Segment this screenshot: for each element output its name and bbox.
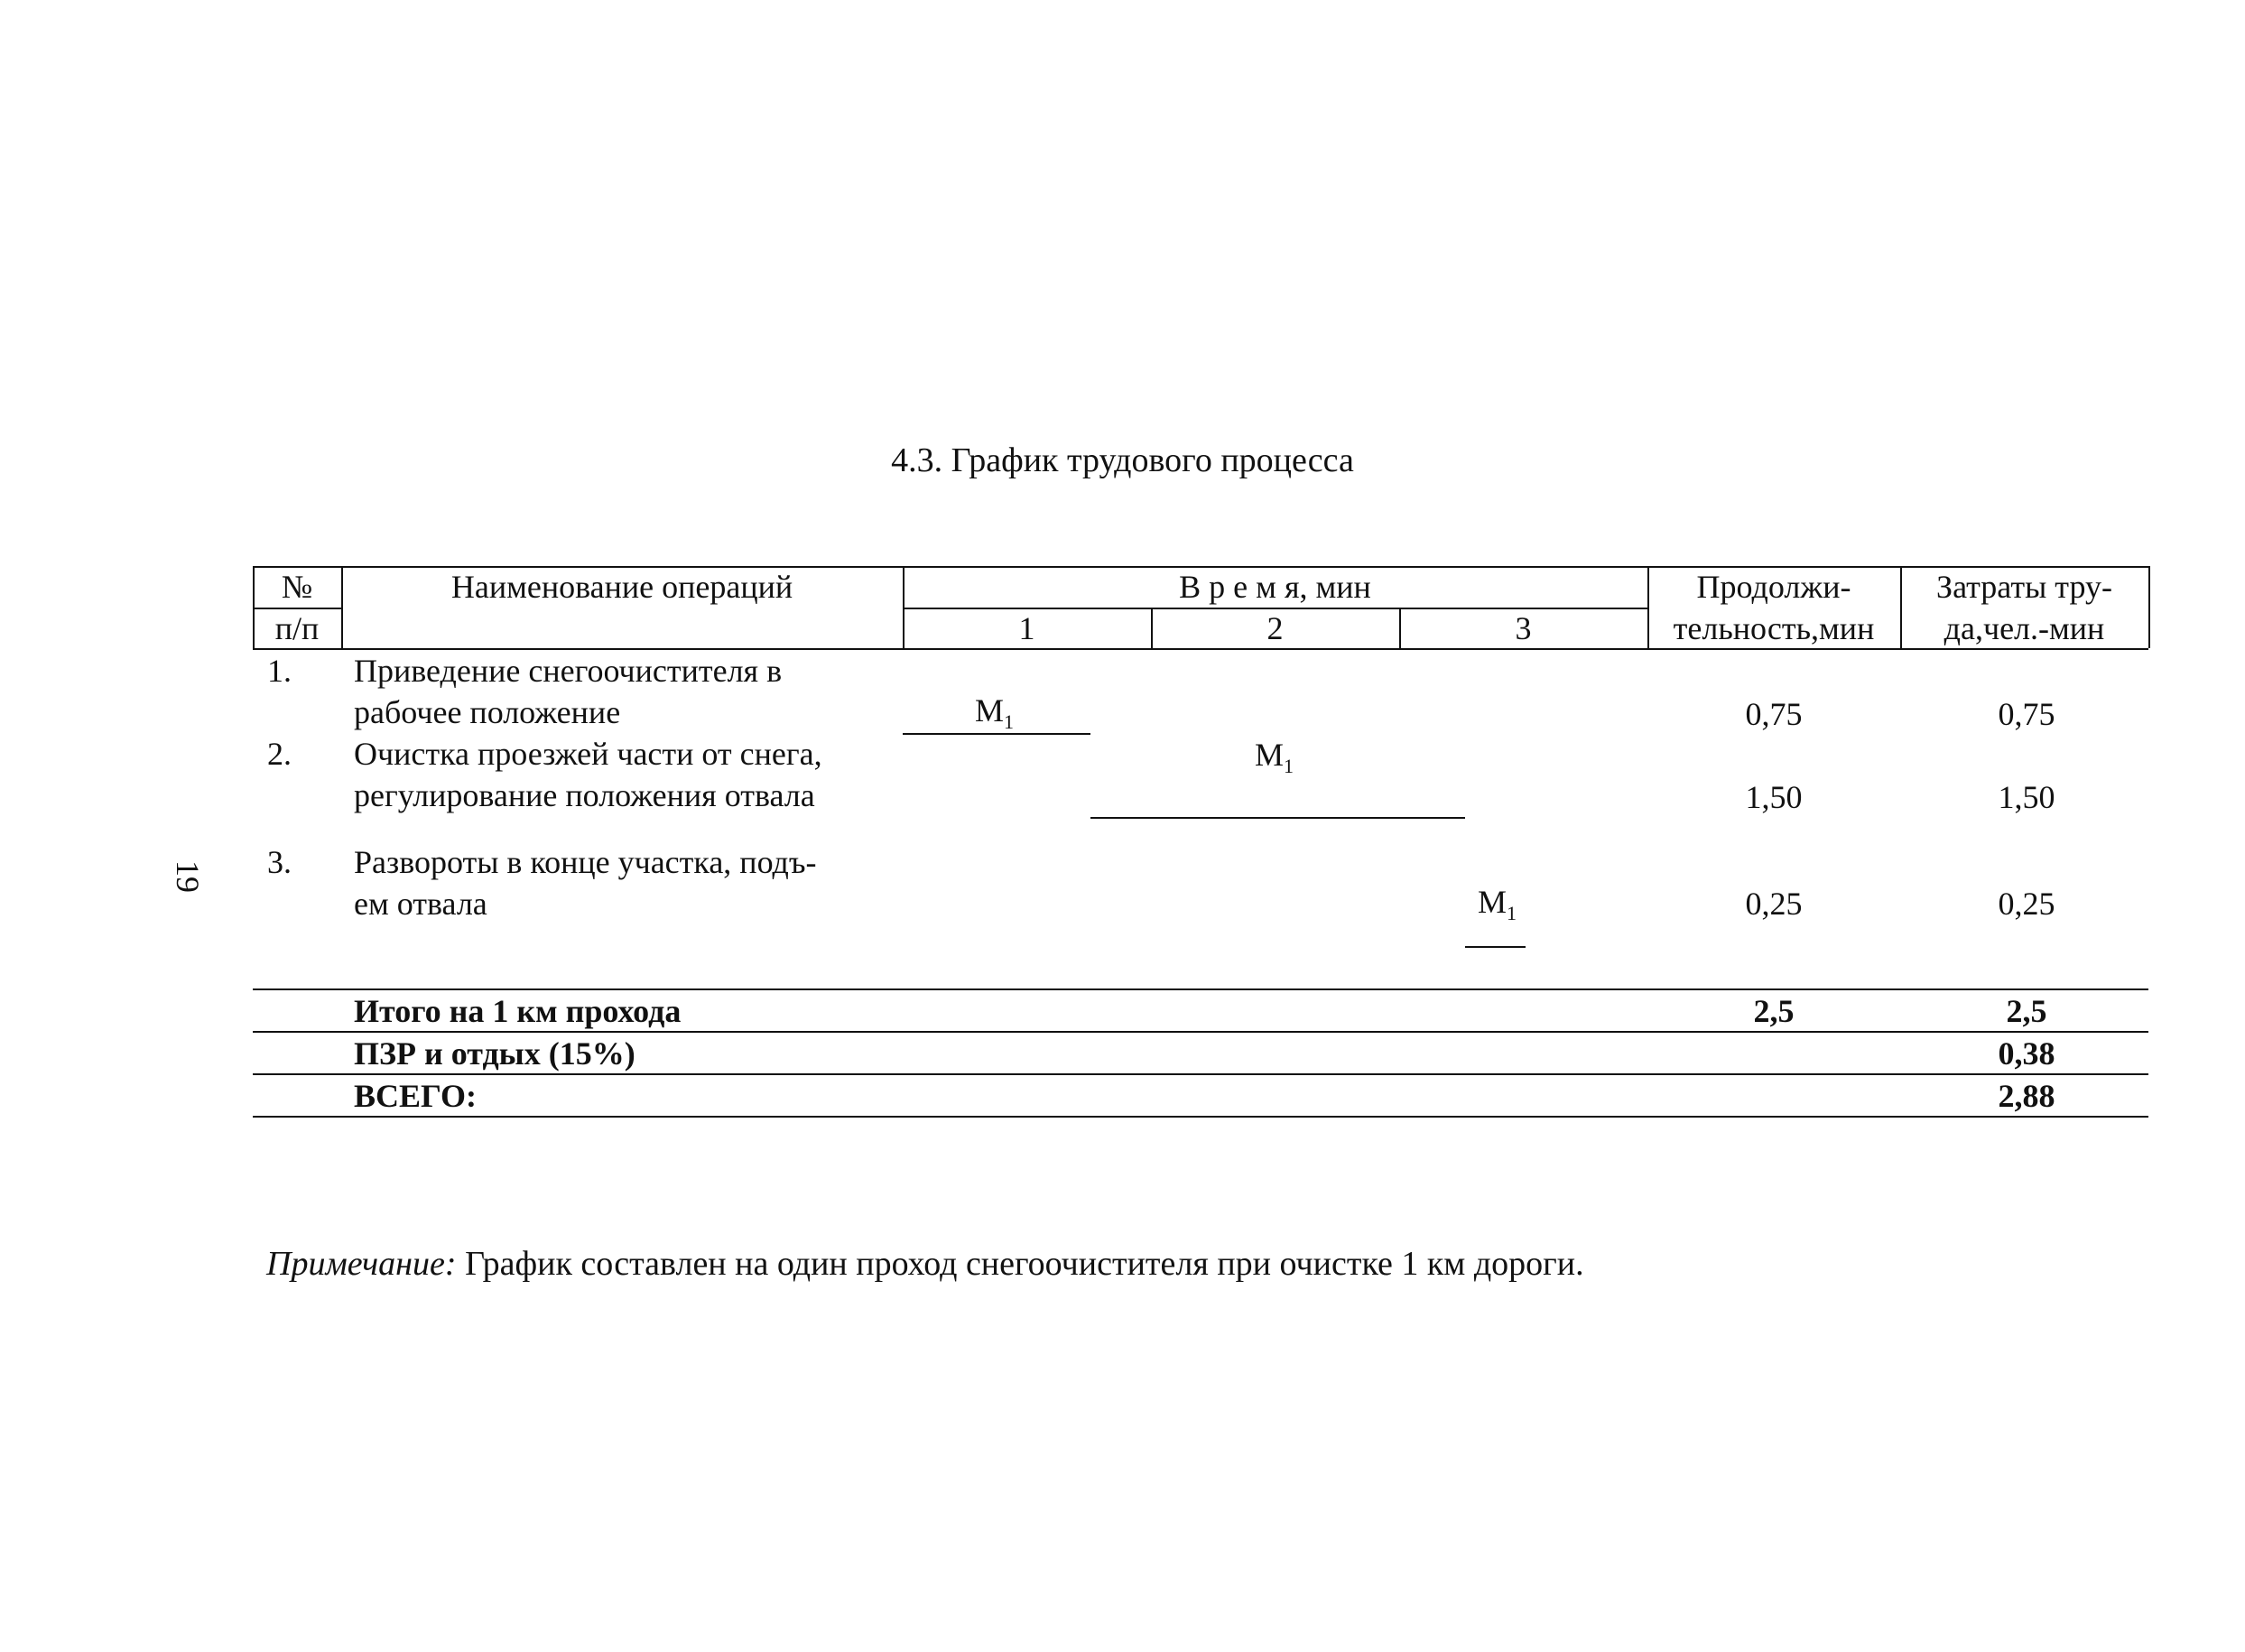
gantt-bar [903, 733, 1090, 735]
duration-value: 0,75 [1745, 696, 1803, 732]
header-labor-1: Затраты тру- [1936, 569, 2112, 605]
total-label: Итого на 1 км прохода [354, 993, 682, 1029]
time-subheader-border [903, 608, 1647, 609]
gantt-bar [1090, 817, 1465, 819]
row-name-line1: Очистка проезжей части от снега, [354, 736, 822, 772]
total-labor: 2,5 [2006, 993, 2047, 1029]
page-title: 4.3. График трудового процесса [891, 441, 1354, 479]
labor-value: 0,75 [1998, 696, 2055, 732]
footnote-text: График составлен на один проход снегоочистителя при очистке 1 км дороги. [456, 1245, 1584, 1283]
row-name-line2: регулирование положения отвала [354, 777, 815, 813]
footnote [266, 1244, 1584, 1284]
header-name: Наименование операций [450, 569, 793, 605]
row-number: 2. [267, 736, 292, 772]
header-duration-1: Продолжи- [1696, 569, 1851, 605]
labor-value: 1,50 [1998, 779, 2055, 815]
duration-value: 0,25 [1745, 886, 1803, 922]
header-time-col-2: 2 [1266, 610, 1284, 646]
worker-mark: $М_1$ [975, 692, 1015, 734]
header-time-col-3: 3 [1515, 610, 1532, 646]
gantt-bar [1465, 946, 1526, 948]
row-name-line2: рабочее положение [354, 694, 621, 730]
duration-value: 1,50 [1745, 779, 1803, 815]
header-time: В р е м я, мин [1179, 569, 1371, 605]
header-time-col-1: 1 [1018, 610, 1035, 646]
row-number: 3. [267, 844, 292, 880]
totals-border [253, 1116, 2148, 1118]
total-duration: 2,5 [1753, 993, 1795, 1029]
border-v [2148, 566, 2150, 648]
header-duration-2: тельность,мин [1673, 610, 1875, 646]
grand-total-label: ВСЕГО: [354, 1078, 478, 1114]
labor-value: 0,25 [1998, 886, 2055, 922]
worker-mark: $М_1$ [1478, 884, 1517, 925]
totals-border [253, 1073, 2148, 1075]
page-number: 19 [170, 860, 206, 893]
worker-mark: $М_1$ [1255, 737, 1294, 778]
pzr-label: ПЗР и отдых (15%) [354, 1035, 635, 1072]
header-num-2: п/п [274, 610, 320, 646]
row-number: 1. [267, 653, 292, 689]
footnote-label: Примечание: [266, 1245, 457, 1283]
table-top-border [253, 566, 2148, 568]
row-name-line2: ем отвала [354, 886, 487, 922]
pzr-labor: 0,38 [1998, 1035, 2055, 1072]
row-name-line1: Приведение снегоочистителя в [354, 653, 783, 689]
grand-total-labor: 2,88 [1998, 1078, 2055, 1114]
header-num-1: № [281, 569, 313, 605]
row-name-line1: Развороты в конце участка, подъ- [354, 844, 817, 880]
header-labor-2: да,чел.-мин [1944, 610, 2105, 646]
num-subheader-border [253, 608, 343, 609]
